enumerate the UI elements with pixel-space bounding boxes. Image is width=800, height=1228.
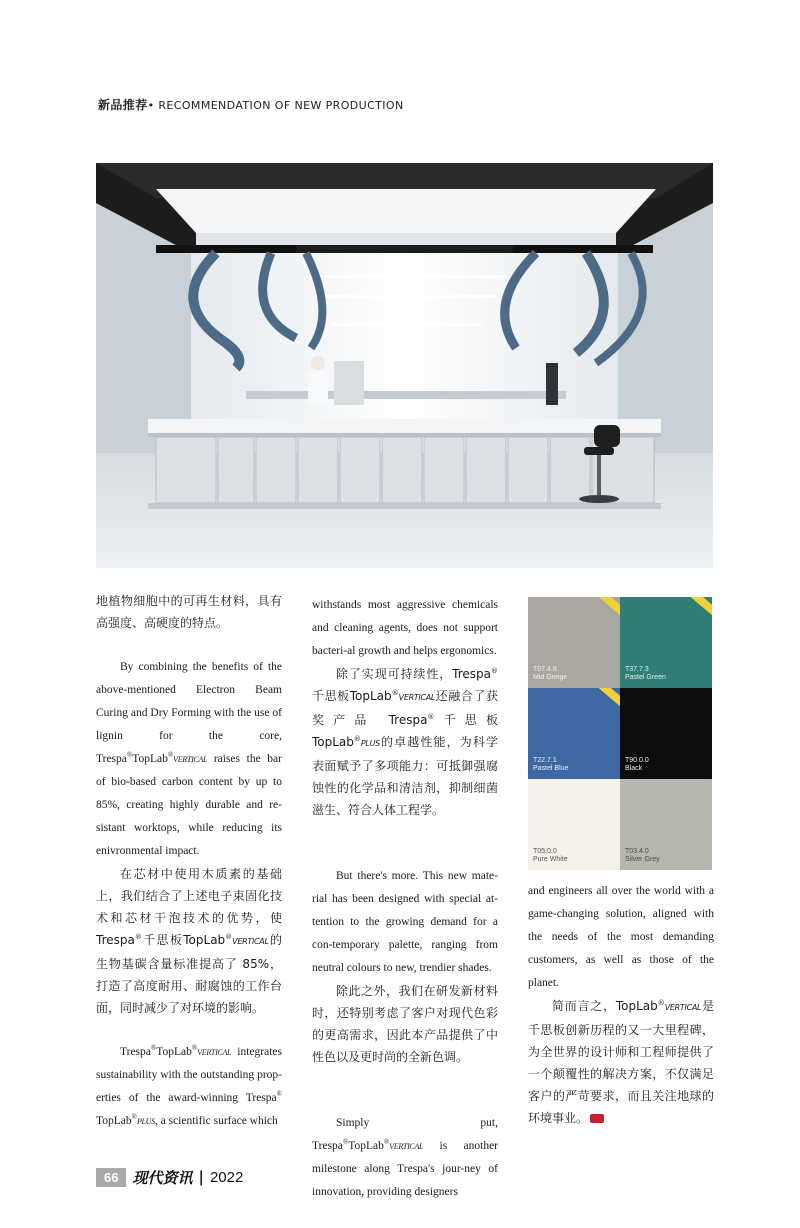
brand-trespa: Trespa xyxy=(312,1140,343,1152)
swatch-black xyxy=(620,688,712,779)
brand-toplab: TopLab xyxy=(96,1115,132,1127)
end-of-article-icon xyxy=(590,1114,604,1123)
brand-toplab: TopLab xyxy=(348,1140,384,1152)
text-segment: is another milestone along Trespa's jour-ney of innovation, providing designers xyxy=(312,1140,498,1198)
paragraph-zh-sustainability xyxy=(312,663,498,821)
registered-mark: ® xyxy=(126,751,133,760)
brand-variant: PLUS xyxy=(360,739,380,748)
brand-trespa: Trespa xyxy=(452,667,491,681)
paragraph-en-chemicals: withstands most aggressive chemicals and cleaning agents, does not support bacteri-al growth and helps ergonomics. xyxy=(312,599,498,657)
paragraph-zh-intro: 地植物细胞中的可再生材料，具有高强度、高硬度的特点。 xyxy=(96,594,282,630)
swatch-code: T22.7.1 xyxy=(533,757,557,764)
registered-mark: ® xyxy=(491,667,498,675)
brand-toplab: TopLab xyxy=(156,1046,192,1058)
text-segment: 除了实现可持续性， xyxy=(336,667,453,681)
section-header xyxy=(98,96,404,113)
registered-mark: ® xyxy=(150,1044,157,1053)
registered-mark: ® xyxy=(342,1138,349,1147)
text-segment: 在芯材中使用木质素的基础上，我们结合了上述电子束固化技术和芯材干泡技术的优势，使 xyxy=(96,867,282,925)
paragraph-zh-palette: 除此之外，我们在研发新材料时，还特别考虑了客户对现代色彩的更高需求，因此本产品提供了中性色以及更时尚的全新色调。 xyxy=(312,984,498,1064)
color-swatch-grid xyxy=(528,597,712,871)
paragraph-zh-milestone xyxy=(528,995,714,1129)
brand-toplab: TopLab xyxy=(132,753,168,765)
footer-separator: | xyxy=(198,1168,204,1186)
issue-year: 2022 xyxy=(209,1168,244,1186)
text-segment: 是千思板创新历程的又一大里程碑，为全世界的设计师和工程师提供了一个颠覆性的解决方案，不仅满足客户的严苛要求，而且关注地球的环境事业。 xyxy=(528,999,714,1125)
magazine-name: 现代资讯 xyxy=(132,1168,193,1187)
registered-mark: ® xyxy=(131,1113,137,1122)
swatch-name: Black xyxy=(625,765,643,772)
paragraph-en-carbon xyxy=(96,656,282,863)
text-segment: raises the bar of bio-based carbon content by up to 85%, creating highly durable and re-sistant worktops, while reducing its enivronmental impact. xyxy=(96,753,282,857)
swatch-name: Pure White xyxy=(533,856,568,863)
new-flag-icon xyxy=(599,597,620,617)
registered-mark: ® xyxy=(657,999,665,1007)
brand-variant: VERTICAL xyxy=(389,1142,424,1151)
brand-toplab: TopLab xyxy=(615,999,658,1013)
brand-cn: 千思板 xyxy=(434,713,498,727)
text-segment: 的卓越性能，为科学表面赋予了多项能力：可抵御强腐蚀性的化学品和清洁剂，抑制细菌滋生、符合人体工程学。 xyxy=(312,735,498,817)
text-column-3 xyxy=(528,880,714,1129)
registered-mark: ® xyxy=(167,751,174,760)
registered-mark: ® xyxy=(191,1044,198,1053)
brand-trespa: Trespa xyxy=(120,1046,151,1058)
brand-variant: VERTICAL xyxy=(232,937,269,946)
text-segment: 简而言之， xyxy=(552,999,616,1013)
swatch-name: Silver Grey xyxy=(625,856,660,863)
text-segment: Simply put, xyxy=(336,1117,498,1129)
text-segment: By combining the benefits of the above-mentioned Electron Beam Curing and Dry Forming with the use of lignin for the core, xyxy=(96,661,282,742)
brand-trespa: Trespa xyxy=(388,713,428,727)
text-column-2 xyxy=(312,594,498,1204)
swatch-mid-greige xyxy=(528,597,620,688)
page-number: 66 xyxy=(96,1168,126,1187)
registered-mark: ® xyxy=(383,1138,390,1147)
swatch-code: T90.0.0 xyxy=(625,757,649,764)
brand-variant: PLUS xyxy=(136,1117,155,1126)
registered-mark: ® xyxy=(391,689,399,697)
brand-variant: VERTICAL xyxy=(173,755,208,764)
new-flag-icon xyxy=(599,688,620,708)
brand-variant: VERTICAL xyxy=(398,693,436,702)
swatch-pure-white xyxy=(528,779,620,870)
swatch-code: T05.0.0 xyxy=(533,848,557,855)
text-column-1 xyxy=(96,590,282,1133)
brand-trespa: Trespa xyxy=(96,933,135,947)
registered-mark: ® xyxy=(225,933,233,941)
paragraph-en-sustainability xyxy=(96,1041,282,1133)
brand-cn: 千思板 xyxy=(141,933,184,947)
text-segment: 还融合了获奖产品 xyxy=(312,689,498,727)
registered-mark: ® xyxy=(134,933,142,941)
section-title-en: • RECOMMENDATION OF NEW PRODUCTION xyxy=(147,99,404,112)
brand-trespa: Trespa xyxy=(245,1092,277,1104)
brand-toplab: TopLab xyxy=(312,735,354,749)
laboratory-photo xyxy=(96,163,713,568)
swatch-name: Mid Greige xyxy=(533,674,568,681)
paragraph-en-engineers: and engineers all over the world with a game-changing solution, aligned with the needs of the most demanding customers, as well as those of the planet. xyxy=(528,885,714,989)
new-flag-icon xyxy=(691,597,712,617)
swatch-code: T37.7.3 xyxy=(625,666,649,673)
swatch-silver-grey xyxy=(620,779,712,870)
swatch-pastel-green xyxy=(620,597,712,688)
brand-variant: VERTICAL xyxy=(664,1003,702,1012)
swatch-code: T07.4.8 xyxy=(533,666,557,673)
text-segment: integrates sustainability with the outstanding prop-erties of the award-winning xyxy=(96,1046,282,1104)
registered-mark: ® xyxy=(427,713,435,721)
text-segment: , a scientific surface which xyxy=(154,1115,278,1127)
registered-mark: ® xyxy=(276,1090,282,1099)
swatch-name: Pastel Green xyxy=(625,674,666,681)
brand-trespa: Trespa xyxy=(96,753,127,765)
brand-cn: 千思板 xyxy=(312,689,350,703)
paragraph-en-milestone xyxy=(312,1112,498,1204)
brand-toplab: TopLab xyxy=(183,933,226,947)
swatch-name: Pastel Blue xyxy=(533,765,569,772)
section-title-cn: 新品推荐 xyxy=(98,98,148,112)
brand-variant: VERTICAL xyxy=(197,1048,232,1057)
brand-toplab: TopLab xyxy=(349,689,392,703)
swatch-pastel-blue xyxy=(528,688,620,779)
paragraph-zh-carbon xyxy=(96,863,282,1019)
page-footer xyxy=(96,1166,243,1188)
laboratory-illustration xyxy=(96,163,713,568)
paragraph-en-palette: But there's more. This new mate-rial has been designed with special at-tention to the growing demand for a con-temporary palette, ranging from neutral colours to new, trendier shades. xyxy=(312,870,498,974)
registered-mark: ® xyxy=(353,735,361,743)
text-segment: 的生物基碳含量标准提高了 85%，打造了高度耐用、耐腐蚀的工作台面，同时减少了对环境的影响。 xyxy=(96,933,282,1015)
swatch-code: T03.4.0 xyxy=(625,848,649,855)
